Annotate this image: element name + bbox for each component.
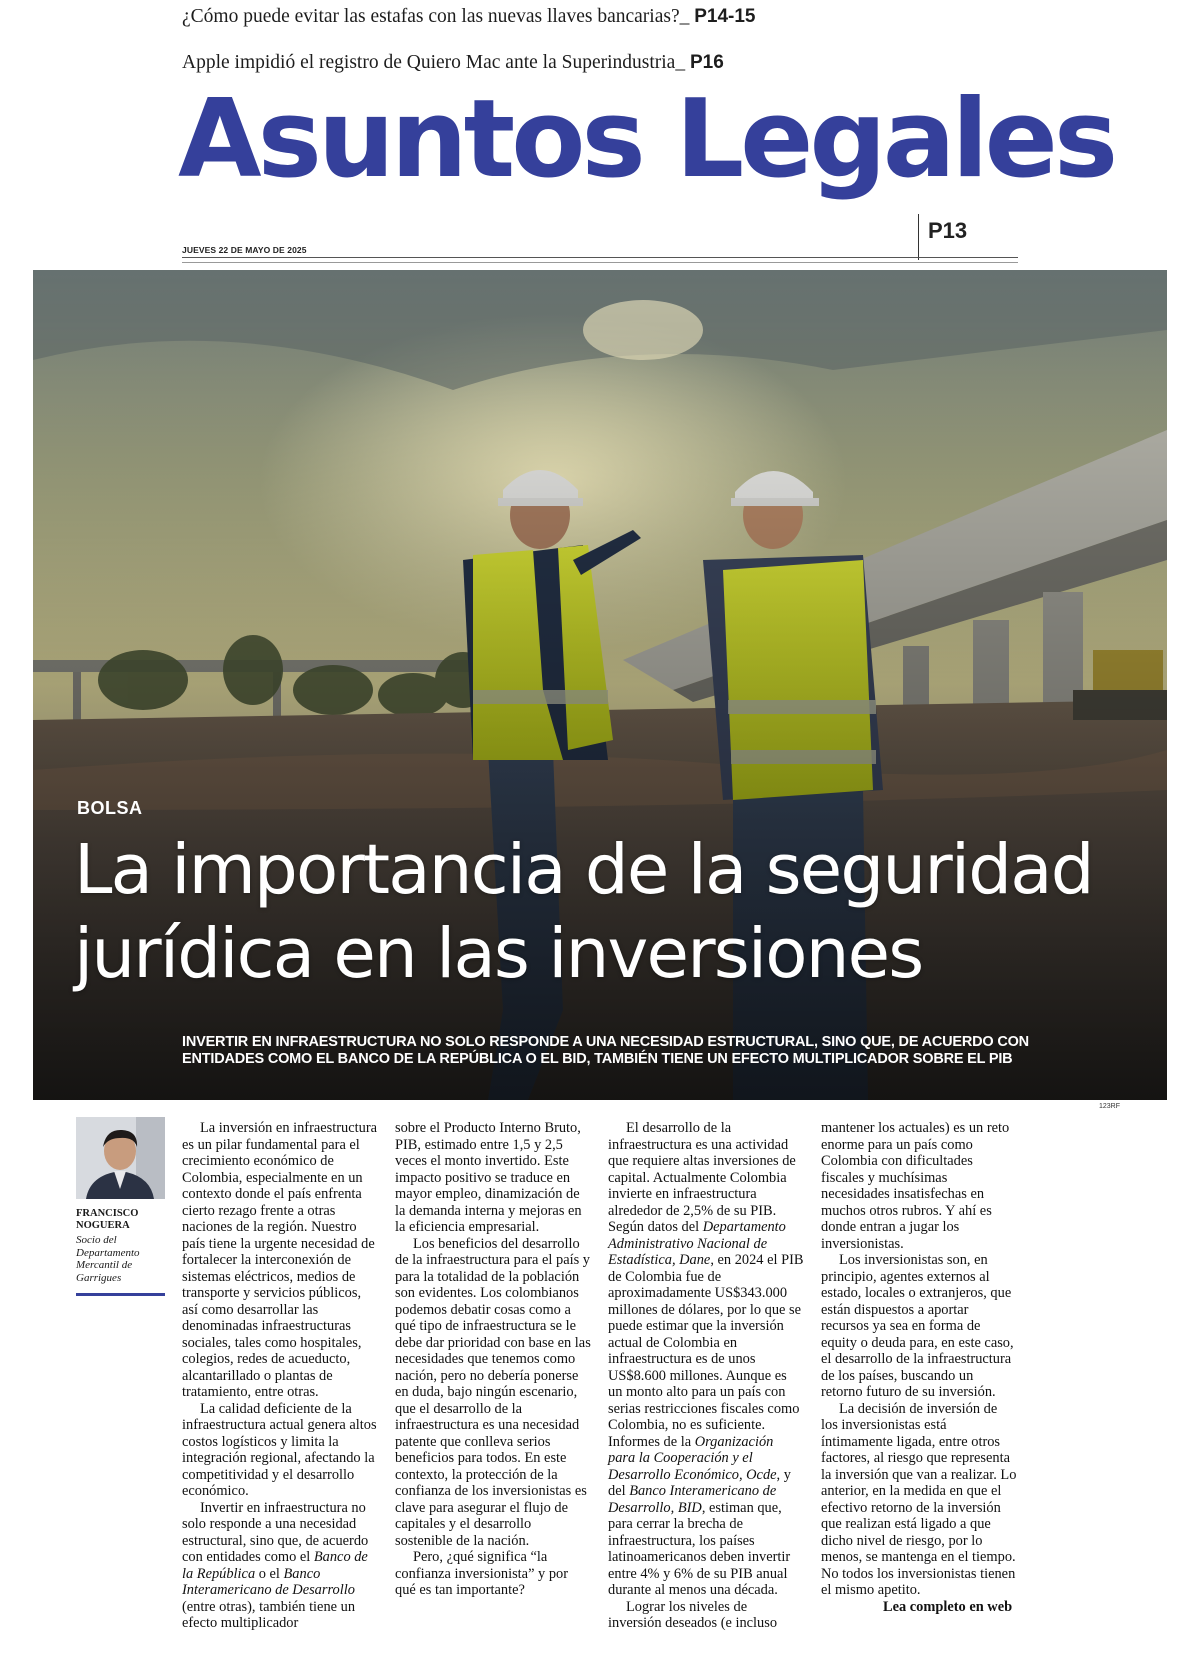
page-number: P13 <box>928 218 968 243</box>
teaser-text: ¿Cómo puede evitar las estafas con las nuevas llaves bancarias?_ <box>182 6 695 27</box>
teaser-page: P14-15 <box>694 6 756 27</box>
photo-credit: 123RF <box>1099 1103 1121 1110</box>
teaser-estafas[interactable] <box>182 6 756 28</box>
page-number-divider <box>918 214 919 260</box>
article-column-3: El desarrollo de la infraestructura es una actividad que requiere altas inversiones de capital. Actualmente Colombia invierte en infraestructura alrededor de 2,5% de su PIB. Según datos del Departamento Administrativo Nacional de Estadística, Dane, en 2024 el PIB de Colombia fue de aproximadamente US$343.000 millones de dólares, por lo que se puede estimar que la inversión actual de Colombia en infraestructura es de unos US$8.600 millones. Aunque es un monto alto para un país con serias restricciones fiscales como Colombia, no es suficiente. Informes de la Organización para la Cooperación y el Desarrollo Económico, Ocde, y del Banco Interamericano de Desarrollo, BID, estiman que, para cerrar la brecha de infraestructura, los países latinoamericanos deben invertir entre 4% y 6% de su PIB anual durante al menos una década. Lograr los niveles de inversión deseados (e incluso <box>608 1120 804 1631</box>
article-column-1: La inversión en infraestructura es un pilar fundamental para el crecimiento económico de Colombia, especialmente en un contexto donde el país enfrenta cierto rezago frente a otras naciones de la región. Nuestro país tiene la urgente necesidad de fortalecer la interconexión de sistemas eléctricos, medios de transporte y servicios públicos, así como desarrollar las denominadas infraestructuras sociales, tales como hospitales, colegios, redes de acueducto, alcantarillado o plantas de tratamiento, entre otras. La calidad deficiente de la infraestructura actual genera altos costos logísticos y limita la integración regional, afectando la competitividad y el desarrollo económico. Invertir en infraestructura no solo responde a una necesidad estructural, sino que, de acuerdo con entidades como el Banco de la República o el Banco Interamericano de Desarrollo (entre otras), también tiene un efecto multiplicador <box>182 1120 378 1631</box>
article-column-2: sobre el Producto Interno Bruto, PIB, estimado entre 1,5 y 2,5 veces el monto invertido. Este impacto positivo se traduce en mayor empleo, dinamización de la demanda interna y mejoras en la eficiencia empresarial. Los beneficios del desarrollo de la infraestructura para el país y para la totalidad de la población son evidentes. Los colombianos podemos debatir cosas como a qué tipo de infraestructura se le debe dar prioridad con base en las necesidades que tenemos como nación, pero no debería ponerse en duda, bajo ningún escenario, que el desarrollo de la infraestructura es una necesidad patente que conlleva serios beneficios para todos. En este contexto, la protección de la confianza de los inversionistas es clave para asegurar el flujo de capitales y el desarrollo sostenible de la nación. Pero, ¿qué significa “la confianza inversionista” y por qué es tan importante? <box>395 1120 591 1598</box>
section-masthead: Asuntos Legales <box>178 77 1115 202</box>
issue-date: JUEVES 22 DE MAYO DE 2025 <box>182 245 307 255</box>
read-more-link[interactable]: Lea completo en web <box>883 1598 1013 1615</box>
article-deck: INVERTIR EN INFRAESTRUCTURA NO SOLO RESPONDE A UNA NECESIDAD ESTRUCTURAL, SINO QUE, DE ACUERDO CON ENTIDADES COMO EL BANCO DE LA REPÚBLICA O EL BID, TAMBIÉN TIENE UN EFECTO MULTIPLICADOR SOBRE EL PIB <box>182 1034 1029 1067</box>
teaser-quiero-mac[interactable] <box>182 52 724 74</box>
author-rule <box>76 1293 165 1296</box>
masthead-rule <box>182 257 1018 258</box>
teaser-text: Apple impidió el registro de Quiero Mac ante la Superindustria_ <box>182 52 690 73</box>
author-role: Socio del Departamento Mercantil de Garrigues <box>76 1234 140 1284</box>
teaser-page: P16 <box>689 52 724 73</box>
author-name: FRANCISCO NOGUERA <box>76 1208 139 1231</box>
article-column-4: mantener los actuales) es un reto enorme para un país como Colombia con dificultades fiscales y muchísimas necesidades insatisfechas en muchos otros rubros. Y ahí es donde entran a jugar los inversionistas. Los inversionistas son, en principio, agentes externos al estado, locales o extranjeros, que están dispuestos a aportar recursos ya sea en forma de equity o deuda para, en este caso, el desarrollo de la infraestructura de los países, buscando un retorno futuro de su inversión. La decisión de inversión de los inversionistas está íntimamente ligada, entre otros factores, al riesgo que representa la inversión que van a realizar. Lo anterior, en la medida en que el efectivo retorno de la inversión que realizan está ligado a que dicho nivel de riesgo, por lo menos, se mantenga en el tiempo. No todos los inversionistas tienen el mismo apetito. Lea completo en web <box>821 1120 1017 1615</box>
masthead-rule-secondary <box>182 262 1018 263</box>
author-avatar <box>76 1117 165 1199</box>
article-headline: La importancia de la seguridad jurídica en las inversiones <box>74 830 1093 994</box>
article-kicker: BOLSA <box>77 798 143 818</box>
